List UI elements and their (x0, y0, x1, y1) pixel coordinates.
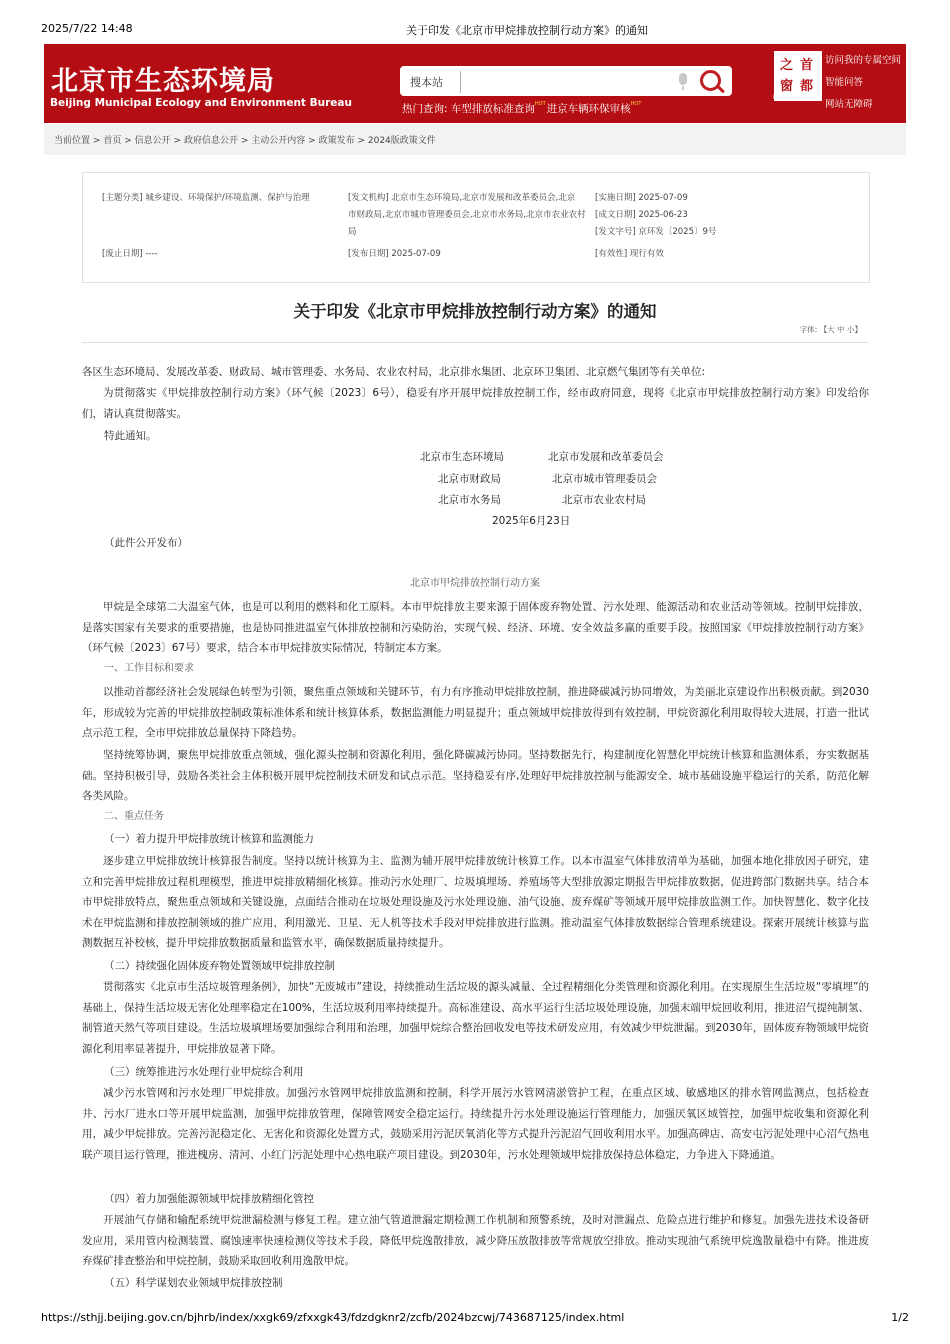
plan-paragraph: 坚持统筹协调，聚焦甲烷排放重点领域，强化源头控制和资源化利用，强化降碳减污协同。坚持数据先行，构建制度化智慧化甲烷统计核算和监测体系，夯实数据基础。坚持积极引导，鼓励各类社会主体积极开展甲烷控制技术研发和试点示范。坚持稳妥有序,处理好甲烷排放控制与能源安全、城市基础设施平稳运行的关系，防范化解各类风险。 (82, 749, 869, 802)
seal-char: 首 (800, 58, 814, 73)
signatory: 北京市城市管理委员会 (552, 473, 657, 485)
meta-issuer (348, 190, 593, 241)
breadcrumb-sep: > (357, 136, 365, 146)
hot-queries-label: 热门查询: (402, 103, 448, 115)
meta-written-value: 2025-06-23 (638, 210, 688, 220)
meta-abolish (102, 246, 158, 263)
signatory: 北京市农业农村局 (562, 494, 646, 506)
meta-validity-value: 现行有效 (629, 249, 664, 259)
plan-paragraph: 逐步建立甲烷排放统计核算报告制度。坚持以统计核算为主、监测为辅开展甲烷排放统计核算工作。以本市温室气体排放清单为基础，加强本地化排放因子研究，建立和完善甲烷排放过程机理模型，推进甲烷排放精细化核算。推动污水处理厂、垃圾填埋场、养殖场等大型排放源定期报告甲烷排放数据，促进跨部门数据共享。结合本市甲烷排放特点，聚焦重点领域和关键设施，点面结合推动在垃圾处理设施及污水处理设施、油气设施、废弃煤矿等领域开展甲烷排放监测工作。加快智慧化、数字化技术在甲烷监测和排放控制领域的推广应用，利用激光、卫星、无人机等技术手段对甲烷排放进行监测。推动温室气体排放数据综合管理系统建设。探索开展统计核算与监测数据互补校核，提升甲烷排放数据质量和监管水平，确保数据质量持续提升。 (82, 855, 869, 949)
meta-impl-label: [实施日期] (595, 193, 636, 203)
meta-publish-value: 2025-07-09 (391, 249, 441, 259)
breadcrumb-sep: > (92, 136, 101, 146)
breadcrumb-item[interactable]: 政策发布 (318, 136, 355, 146)
meta-abolish-label: [废止日期] (102, 249, 143, 259)
meta-subject-value: 城乡建设、环境保护/环境监测、保护与治理 (145, 193, 310, 203)
breadcrumb-item[interactable]: 信息公开 (134, 136, 171, 146)
breadcrumb-sep: > (173, 136, 182, 146)
search-icon[interactable] (700, 70, 721, 91)
meta-impl-value: 2025-07-09 (638, 193, 688, 203)
hot-badge: HOT (630, 101, 642, 107)
hot-link-vehicle-review[interactable]: 进京车辆环保审核 (546, 103, 631, 115)
search-box (400, 66, 732, 96)
notice-addressee: 各区生态环境局、发展改革委、财政局、城市管理委、水务局、农业农村局，北京排水集团、北京环卫集团、北京燃气集团等有关单位: (82, 366, 706, 378)
page-number: 1/2 (891, 1311, 909, 1324)
meta-docno-value: 京环发〔2025〕9号 (638, 227, 717, 237)
breadcrumb-item[interactable]: 主动公开内容 (251, 136, 306, 146)
hot-queries (402, 101, 642, 116)
plan-paragraph: 贯彻落实《北京市生活垃圾管理条例》，加快“无废城市”建设，持续推动生活垃圾的源头减量、全过程精细化分类管理和资源化利用。在实现原生生活垃圾“零填埋”的基础上，保持生活垃圾无害化处理率稳定在100%，生活垃圾利用率持续提升。高标准建设、高水平运行生活垃圾处理设施，加强末端甲烷回收利用，推进沼气提纯制氢、制管道天然气等项目建设。生活垃圾填埋场要加强综合利用和治理，加强甲烷综合整治回收发电等技术研发应用，有效减少甲烷泄漏。到2030年，固体废弃物领域甲烷资源化利用率显著提升，甲烷排放显著下降。 (82, 981, 869, 1055)
meta-publish-label: [发布日期] (348, 249, 389, 259)
link-accessibility[interactable]: 网站无障碍 (825, 99, 873, 110)
meta-validity-label: [有效性] (595, 249, 628, 259)
meta-validity (595, 246, 664, 263)
print-datetime: 2025/7/22 14:48 (41, 22, 133, 35)
hot-link-vehicle-standard[interactable]: 车型排放标准查询 (450, 103, 535, 115)
site-logo-english: Beijing Municipal Ecology and Environment Bureau (50, 97, 352, 109)
subsection-heading: （四）着力加强能源领域甲烷排放精细化管控 (104, 1193, 314, 1205)
seal-char: 窗 (780, 79, 794, 94)
section-heading: 一、工作目标和要求 (104, 663, 194, 674)
print-footer (41, 1311, 909, 1327)
meta-dates (595, 190, 716, 241)
page-title: 关于印发《北京市甲烷排放控制行动方案》的通知 (293, 302, 657, 321)
plan-intro: 甲烷是全球第二大温室气体，也是可以利用的燃料和化工原料。本市甲烷排放主要来源于固体废弃物处置、污水处理、能源活动和农业活动等领域。控制甲烷排放，是落实国家有关要求的重要措施，也是协同推进温室气体排放控制和污染防治，实现气候、经济、环境、安全效益多赢的重要手段。按照国家《甲烷排放控制行动方案》（环气候〔2023〕67号）要求，结合本市甲烷排放实际情况，特制定本方案。 (82, 601, 869, 654)
print-header (41, 22, 909, 38)
signatory: 北京市水务局 (438, 494, 501, 506)
meta-issuer-value: 局 (348, 227, 357, 237)
notice-body: 为贯彻落实《甲烷排放控制行动方案》（环气候〔2023〕6号），稳妥有序开展甲烷排放控制工作，经市政府同意，现将《北京市甲烷排放控制行动方案》印发给你们，请认真贯彻落实。 (82, 387, 869, 420)
plan-title: 北京市甲烷排放控制行动方案 (410, 578, 540, 589)
meta-issuer-label: [发文机构] (348, 193, 389, 203)
meta-written-label: [成文日期] (595, 210, 636, 220)
signatory: 北京市发展和改革委员会 (548, 451, 664, 463)
subsection-heading: （一）着力提升甲烷排放统计核算和监测能力 (104, 833, 314, 845)
breadcrumb-sep: > (124, 136, 132, 146)
seal-char: 之 (780, 58, 794, 73)
top-links (825, 52, 901, 118)
public-note: （此件公开发布） (104, 537, 188, 549)
breadcrumb-sep: > (240, 136, 249, 146)
link-personal-space[interactable]: 访问我的专属空间 (825, 55, 902, 66)
seal-caption: Beijing · China (773, 94, 817, 101)
font-size-control[interactable]: 字体: 【大 中 小】 (799, 325, 862, 334)
breadcrumb-item[interactable]: 2024版政策文件 (367, 136, 436, 146)
meta-docno-label: [发文字号] (595, 227, 636, 237)
print-title: 关于印发《北京市甲烷排放控制行动方案》的通知 (406, 24, 648, 37)
hot-badge: HOT (534, 101, 546, 107)
search-input[interactable] (460, 71, 665, 93)
seal-char: 都 (800, 79, 814, 94)
microphone-icon[interactable] (679, 73, 687, 85)
meta-issuer-value: 北京市生态环境局,北京市发展和改革委员会,北京 (391, 193, 576, 203)
meta-subject (102, 190, 310, 207)
plan-paragraph: 以推动首都经济社会发展绿色转型为引领，聚焦重点领域和关键环节，有力有序推动甲烷排放控制，推进降碳减污协同增效，为美丽北京建设作出积极贡献。到2030年，形成较为完善的甲烷排放控制政策标准体系和统计核算体系，数据监测能力明显提升；重点领域甲烷排放得到有效控制，甲烷资源化利用取得较大进展，打造一批试点示范工程，全市甲烷排放总量保持下降趋势。 (82, 686, 869, 739)
breadcrumb-sep: > (308, 136, 316, 146)
notice-closing: 特此通知。 (104, 430, 157, 442)
section-heading: 二、重点任务 (104, 811, 164, 822)
search-scope-label[interactable]: 搜本站 (410, 76, 443, 89)
site-logo-name[interactable]: 北京市生态环境局 (51, 66, 275, 97)
breadcrumb-item[interactable]: 首页 (103, 136, 122, 146)
subsection-heading: （三）统筹推进污水处理行业甲烷综合利用 (104, 1066, 304, 1078)
divider (82, 342, 868, 343)
meta-issuer-value: 市财政局,北京市城市管理委员会,北京市水务局,北京市农业农村 (348, 210, 586, 220)
notice-date: 2025年6月23日 (492, 515, 571, 527)
breadcrumb-item[interactable]: 政府信息公开 (183, 136, 238, 146)
breadcrumb-current-label: 当前位置 (54, 136, 91, 146)
link-smart-qa[interactable]: 智能问答 (825, 77, 864, 88)
breadcrumb (44, 124, 906, 155)
plan-paragraph: 减少污水管网和污水处理厂甲烷排放。加强污水管网甲烷排放监测和控制，科学开展污水管网清淤管护工程，在重点区域、敏感地区的排水管网监测点，包括检查井、污水厂进水口等开展甲烷监测，加强甲烷排放管理，保障管网安全稳定运行。持续提升污水处理设施运行管理能力，加强厌氧区域管控，加强甲烷收集和资源化利用，减少甲烷排放。完善污泥稳定化、无害化和资源化处置方式，鼓励采用污泥厌氧消化等方式提升污泥沼气回收利用水平。加强高碑店、高安屯污泥处理中心沼气热电联产项目运行管理，推进槐房、清河、小红门污泥处理中心热电联产项目建设。到2030年，污水处理领域甲烷排放保持总体稳定，力争进入下降通道。 (82, 1087, 869, 1161)
document-metadata (82, 172, 870, 283)
site-banner (44, 44, 906, 123)
plan-paragraph: 开展油气存储和输配系统甲烷泄漏检测与修复工程。建立油气管道泄漏定期检测工作机制和预警系统，及时对泄漏点、危险点进行维护和修复。加强先进技术设备研发应用，采用管内检测装置、腐蚀速率快速检测仪等技术手段，降低甲烷逸散排放，减少降压放散排放等常规放空排放。推动实现油气系统甲烷逸散量稳中有降。推进废弃煤矿排查整治和甲烷控制，鼓励采取回收利用逸散甲烷。 (82, 1214, 869, 1267)
subsection-heading: （五）科学谋划农业领域甲烷排放控制 (104, 1277, 283, 1289)
meta-abolish-value: ---- (145, 249, 158, 259)
subsection-heading: （二）持续强化固体废弃物处置领域甲烷排放控制 (104, 960, 335, 972)
signatory: 北京市财政局 (438, 473, 501, 485)
page-url: https://sthjj.beijing.gov.cn/bjhrb/index/xxgk69/zfxxgk43/fdzdgknr2/zcfb/2024bzcwj/743687125/index.html (41, 1311, 625, 1324)
meta-publish (348, 246, 441, 263)
signatory: 北京市生态环境局 (420, 451, 504, 463)
meta-subject-label: [主题分类] (102, 193, 143, 203)
